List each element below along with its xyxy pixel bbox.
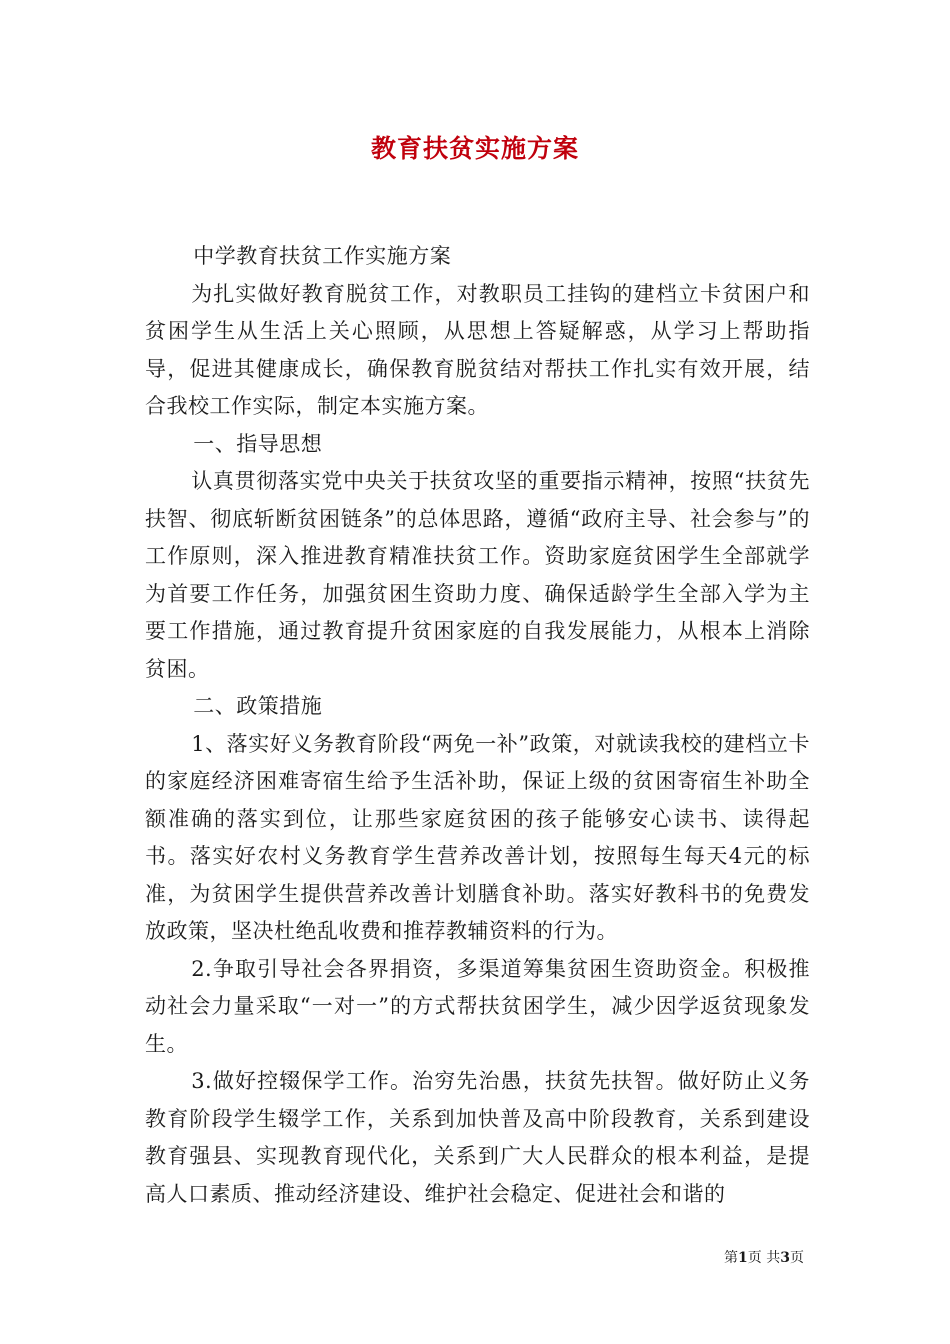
section-paragraph: 3.做好控辍保学工作。治穷先治愚，扶贫先扶智。做好防止义务教育阶段学生辍学工作，关系到加快普及高中阶段教育，关系到建设教育强县、实现教育现代化，关系到广大人民群众的根本利益，是提高人口素质、推动经济建设、维护社会稳定、促进社会和谐的 bbox=[145, 1069, 810, 1206]
document-body bbox=[145, 238, 810, 1213]
footer-suffix: 页 bbox=[790, 1250, 804, 1266]
intro-paragraph: 为扎实做好教育脱贫工作，对教职员工挂钩的建档立卡贫困户和贫困学生从生活上关心照顾，从思想上答疑解惑，从学习上帮助指导，促进其健康成长，确保教育脱贫结对帮扶工作扎实有效开展，结合我校工作实际，制定本实施方案。 bbox=[145, 281, 810, 418]
document-title: 教育扶贫实施方案 bbox=[370, 134, 579, 163]
section-heading-guiding-thought: 一、指导思想 bbox=[193, 431, 323, 456]
section-paragraph: 1、落实好义务教育阶段“两免一补”政策，对就读我校的建档立卡的家庭经济困难寄宿生给予生活补助，保证上级的贫困寄宿生补助全额准确的落实到位，让那些家庭贫困的孩子能够安心读书、读得起书。落实好农村义务教育学生营养改善计划，按照每生每天4元的标准，为贫困学生提供营养改善计划膳食补助。落实好教科书的免费发放政策，坚决杜绝乱收费和推荐教辅资料的行为。 bbox=[145, 731, 810, 943]
section-paragraph: 2.争取引导社会各界捐资，多渠道筹集贫困生资助资金。积极推动社会力量采取“一对一”的方式帮扶贫困学生，减少因学返贫现象发生。 bbox=[145, 956, 810, 1056]
current-page-number: 1 bbox=[738, 1250, 748, 1266]
document-subtitle: 中学教育扶贫工作实施方案 bbox=[193, 244, 452, 268]
section-heading-policy-measures: 二、政策措施 bbox=[193, 694, 323, 718]
total-pages-number: 3 bbox=[780, 1250, 790, 1266]
footer-prefix: 第 bbox=[724, 1250, 739, 1266]
footer-middle: 页 共 bbox=[747, 1250, 781, 1266]
section-paragraph: 认真贯彻落实党中央关于扶贫攻坚的重要指示精神，按照“扶贫先扶智、彻底斩断贫困链条”的总体思路，遵循“政府主导、社会参与”的工作原则，深入推进教育精准扶贫工作。资助家庭贫困学生全部就学为首要工作任务，加强贫困生资助力度、确保适龄学生全部入学为主要工作措施，通过教育提升贫困家庭的自我发展能力，从根本上消除贫困。 bbox=[145, 469, 810, 681]
page-number-footer bbox=[724, 1247, 804, 1267]
